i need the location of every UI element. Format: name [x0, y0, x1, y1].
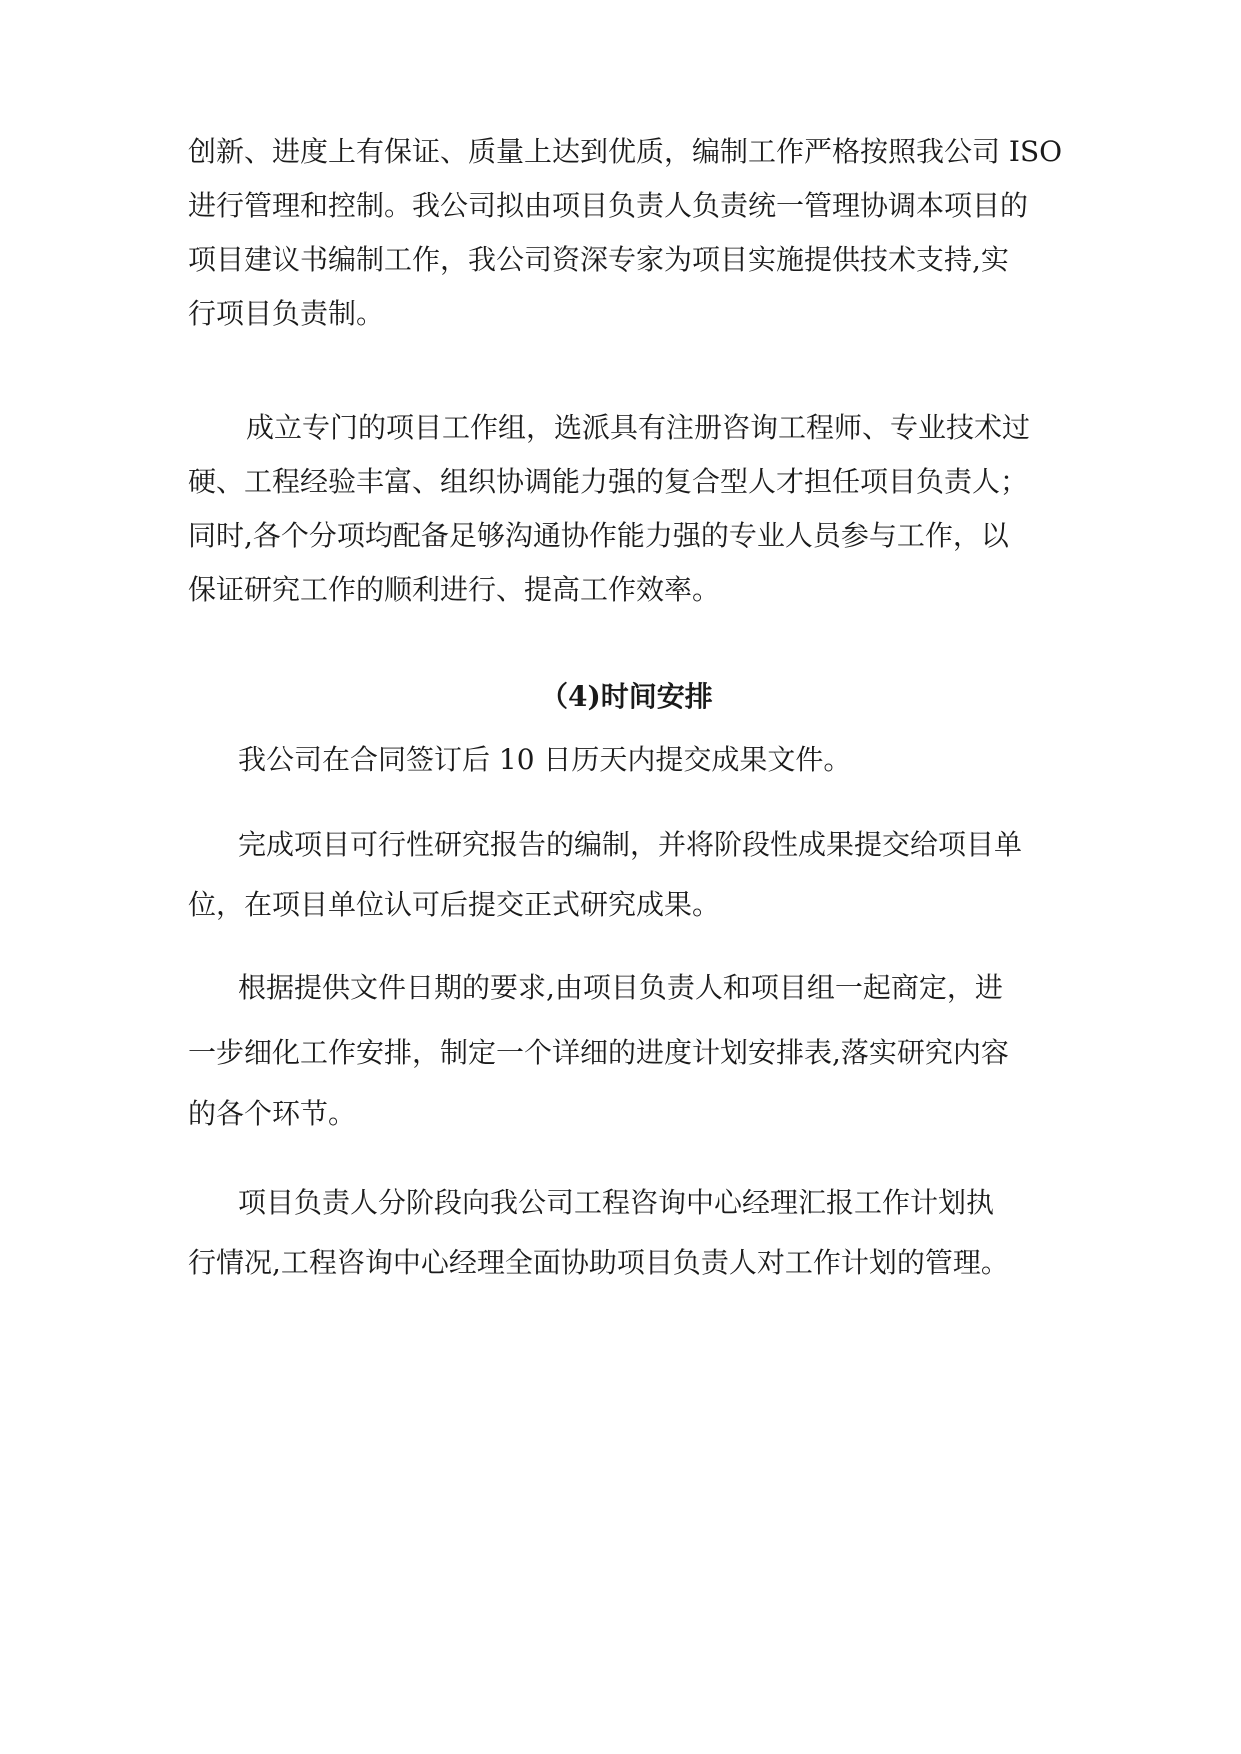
paragraph-line: 一步细化工作安排，制定一个详细的进度计划安排表,落实研究内容 — [188, 1036, 1009, 1069]
paragraph-line: 根据提供文件日期的要求,由项目负责人和项目组一起商定，进 — [238, 971, 1003, 1004]
paragraph-line: 我公司在合同签订后 10 日历天内提交成果文件。 — [238, 743, 852, 776]
paragraph-line: 的各个环节。 — [188, 1097, 357, 1130]
paragraph-line: 完成项目可行性研究报告的编制，并将阶段性成果提交给项目单 — [238, 828, 1023, 861]
paragraph-line: 创新、进度上有保证、质量上达到优质，编制工作严格按照我公司 ISO — [188, 135, 1063, 168]
paragraph-line: 位，在项目单位认可后提交正式研究成果。 — [188, 888, 721, 921]
paragraph-line: 硬、工程经验丰富、组织协调能力强的复合型人才担任项目负责人； — [188, 465, 1029, 498]
paragraph-line: 进行管理和控制。我公司拟由项目负责人负责统一管理协调本项目的 — [188, 189, 1029, 222]
paragraph-line: 行情况,工程咨询中心经理全面协助项目负责人对工作计划的管理。 — [188, 1246, 1009, 1279]
paragraph-line: 同时,各个分项均配备足够沟通协作能力强的专业人员参与工作，以 — [188, 519, 1009, 552]
paragraph-line: 行项目负责制。 — [188, 297, 385, 330]
paragraph-line: 项目建议书编制工作，我公司资深专家为项目实施提供技术支持,实 — [188, 243, 1009, 276]
paragraph-line: 项目负责人分阶段向我公司工程咨询中心经理汇报工作计划执 — [238, 1186, 995, 1219]
paragraph-line: 保证研究工作的顺利进行、提高工作效率。 — [188, 573, 721, 606]
paragraph-line: 成立专门的项目工作组，选派具有注册咨询工程师、专业技术过 — [246, 411, 1031, 444]
section-heading: （4)时间安排 — [540, 680, 713, 713]
